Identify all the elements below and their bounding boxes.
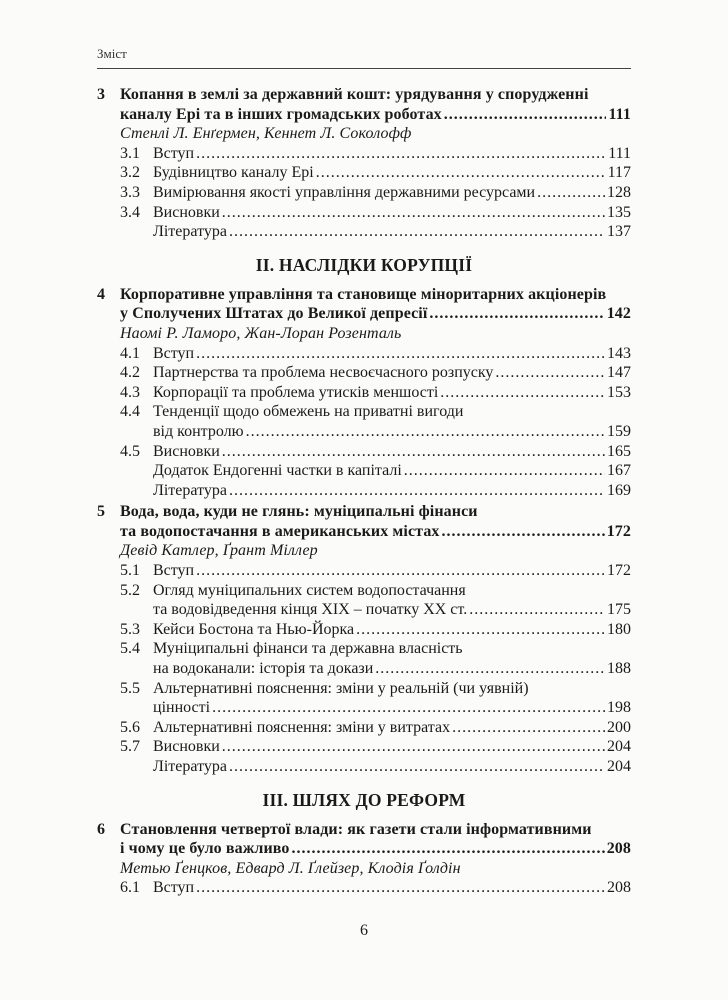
dot-leader (375, 659, 605, 679)
dot-leader (440, 383, 605, 403)
toc-sections-3 (97, 144, 631, 242)
section-number: 4.1 (120, 344, 140, 362)
section-page: 208 (607, 879, 631, 897)
section-title: Корпорації та проблема утисків меншості (153, 383, 439, 401)
section-title: Вступ (153, 879, 195, 897)
section-title: Висновки (153, 442, 220, 460)
chapter-authors: Стенлі Л. Енґермен, Кеннет Л. Соколофф (120, 125, 412, 143)
toc-section[interactable] (97, 203, 631, 223)
section-page: 167 (607, 462, 631, 480)
toc-section[interactable] (97, 344, 631, 364)
section-title: Висновки (153, 738, 220, 756)
chapter-number: 6 (97, 820, 106, 838)
section-page: 204 (607, 758, 631, 775)
section-title-line1: Тенденції щодо обмежень на приватні вигоди (153, 403, 464, 421)
dot-leader (196, 561, 605, 581)
toc-section[interactable] (97, 581, 631, 601)
section-page: 143 (607, 344, 631, 362)
section-number: 3.1 (120, 144, 140, 162)
section-page: 137 (607, 223, 631, 241)
section-title-line1: Альтернативні пояснення: зміни у реальній (чи уявній) (153, 679, 529, 697)
section-page: 188 (607, 660, 631, 678)
section-title: на водоканали: історія та докази (153, 660, 374, 678)
toc-section-references[interactable] (97, 481, 631, 501)
section-page: 200 (607, 718, 631, 736)
dot-leader (452, 718, 605, 738)
toc-section[interactable] (97, 679, 631, 699)
dot-leader (196, 344, 605, 364)
section-title: Вступ (153, 144, 195, 162)
toc-section[interactable] (97, 402, 631, 422)
toc-section[interactable] (97, 144, 631, 164)
dot-leader (469, 600, 605, 620)
dot-leader (316, 163, 606, 183)
section-page: 147 (607, 364, 631, 382)
chapter-page: 111 (608, 105, 631, 123)
toc-section[interactable] (97, 718, 631, 738)
dot-leader (229, 757, 605, 777)
chapter-number: 5 (97, 503, 106, 521)
toc-chapter-3[interactable] (97, 85, 631, 144)
toc-section-continued[interactable] (97, 422, 631, 442)
section-title-line1: Муніципальні фінанси та державна власність (153, 640, 463, 658)
section-page: 128 (607, 183, 631, 201)
chapter-title-line2: у Сполучених Штатах до Великої депресії ..... 142 (120, 304, 631, 324)
section-title: Вступ (153, 562, 195, 580)
chapter-title-line1: Становлення четвертої влади: як газети стали інформативними (120, 820, 592, 838)
dot-leader (196, 878, 605, 898)
page-number: 6 (360, 922, 368, 939)
chapter-page: 172 (606, 522, 631, 540)
toc-sections-4 (97, 344, 631, 501)
toc-section[interactable] (97, 737, 631, 757)
toc-chapter-5[interactable] (97, 502, 631, 561)
chapter-title-line2: і чому це було важливо ..... 208 (120, 839, 631, 859)
section-title: Висновки (153, 203, 220, 221)
toc-section-references[interactable] (97, 757, 631, 777)
toc-section[interactable] (97, 183, 631, 203)
section-page: 180 (607, 620, 631, 638)
section-number: 5.7 (120, 738, 140, 756)
section-title: Будівництво каналу Ері (153, 164, 314, 182)
toc-section-continued[interactable] (97, 600, 631, 620)
dot-leader (537, 183, 605, 203)
toc-chapter-4[interactable] (97, 285, 631, 344)
toc-section[interactable] (97, 620, 631, 640)
section-number: 5.4 (120, 640, 140, 658)
section-title: Література (153, 481, 227, 499)
dot-leader (229, 222, 605, 242)
section-page: 111 (608, 144, 631, 162)
section-title: Література (153, 223, 227, 241)
section-page: 175 (607, 601, 631, 619)
part-title-3: III. ШЛЯХ ДО РЕФОРМ (262, 789, 466, 810)
section-number: 5.5 (120, 679, 140, 697)
section-number: 5.2 (120, 581, 140, 599)
section-title: Література (153, 758, 227, 775)
chapter-title-line1: Вода, вода, куди не глянь: муніципальні фінанси (120, 503, 478, 521)
section-title: Додаток Ендогенні частки в капіталі (153, 462, 402, 480)
chapter-authors: Метью Ґенцков, Едвард Л. Ґлейзер, Клодія Ґолдін (120, 859, 461, 877)
section-number: 4.2 (120, 364, 140, 382)
section-page: 204 (607, 738, 631, 756)
section-title: Вимірювання якості управління державними ресурсами (153, 183, 536, 201)
chapter-title-line1: Корпоративне управління та становище міноритарних акціонерів (120, 285, 607, 303)
section-number: 5.1 (120, 562, 140, 580)
chapter-title-line2: каналу Ері та в інших громадських роботах ..... 111 (120, 105, 631, 125)
chapter-page: 208 (606, 840, 631, 858)
section-title: Вступ (153, 344, 195, 362)
section-title: Партнерства та проблема несвоєчасного розпуску (153, 364, 494, 382)
section-page: 172 (607, 562, 631, 580)
section-number: 6.1 (120, 879, 140, 897)
chapter-page: 142 (606, 305, 631, 323)
toc-sections-5 (97, 561, 631, 777)
toc-section[interactable] (97, 442, 631, 462)
toc-section-references[interactable] (97, 222, 631, 242)
section-title: Кейси Бостона та Нью-Йорка (153, 620, 355, 638)
toc-sections-6 (97, 878, 631, 898)
chapter-number: 4 (97, 285, 106, 303)
dot-leader (196, 144, 606, 164)
dot-leader (229, 481, 605, 501)
section-number: 5.6 (120, 718, 140, 736)
toc-section[interactable] (97, 878, 631, 898)
dot-leader (429, 304, 604, 324)
dot-leader (222, 442, 605, 462)
dot-leader (442, 522, 605, 542)
chapter-title-line1: Копання в землі за державний кошт: урядування у спорудженні (120, 86, 589, 103)
toc-section-continued[interactable] (97, 698, 631, 718)
dot-leader (495, 363, 605, 383)
section-page: 198 (607, 699, 631, 717)
section-title-line1: Огляд муніципальних систем водопостачання (153, 581, 466, 599)
dot-leader (222, 737, 605, 757)
section-number: 4.4 (120, 403, 140, 421)
toc-section-appendix[interactable] (97, 461, 631, 481)
chapter-number: 3 (97, 86, 106, 103)
section-page: 135 (607, 203, 631, 221)
dot-leader (246, 422, 605, 442)
dot-leader (404, 461, 605, 481)
section-title: та водовідведення кінця XIX – початку XX ст. (153, 601, 468, 619)
toc-section[interactable] (97, 561, 631, 581)
toc-section[interactable] (97, 363, 631, 383)
dot-leader (212, 698, 605, 718)
section-page: 117 (607, 164, 631, 182)
toc-chapter-6[interactable] (97, 820, 631, 879)
section-number: 3.4 (120, 203, 140, 221)
toc-section-continued[interactable] (97, 659, 631, 679)
section-number: 4.3 (120, 383, 140, 401)
chapter-authors: Наомі Р. Ламоро, Жан-Лоран Розенталь (120, 324, 402, 342)
section-title: від контролю (153, 422, 244, 440)
dot-leader (222, 203, 605, 223)
section-page: 165 (607, 442, 631, 460)
section-number: 3.2 (120, 164, 140, 182)
section-page: 159 (607, 422, 631, 440)
toc-section[interactable] (97, 163, 631, 183)
chapter-title-line2: та водопостачання в американських містах ..... 172 (120, 522, 631, 542)
section-number: 4.5 (120, 442, 140, 460)
section-number: 5.3 (120, 620, 140, 638)
chapter-authors: Девід Катлер, Ґрант Міллер (120, 542, 318, 560)
header-rule (97, 68, 631, 69)
running-head: Зміст (97, 46, 127, 61)
toc-content (97, 85, 631, 898)
dot-leader (356, 620, 605, 640)
toc-section[interactable] (97, 639, 631, 659)
section-title: Альтернативні пояснення: зміни у витратах (153, 718, 451, 736)
section-page: 169 (607, 481, 631, 499)
part-title-2: II. НАСЛІДКИ КОРУПЦІЇ (255, 254, 473, 275)
dot-leader (292, 839, 605, 859)
section-title: цінності (153, 699, 211, 717)
section-page: 153 (607, 383, 631, 401)
section-number: 3.3 (120, 183, 140, 201)
toc-section[interactable] (97, 383, 631, 403)
dot-leader (444, 105, 607, 125)
